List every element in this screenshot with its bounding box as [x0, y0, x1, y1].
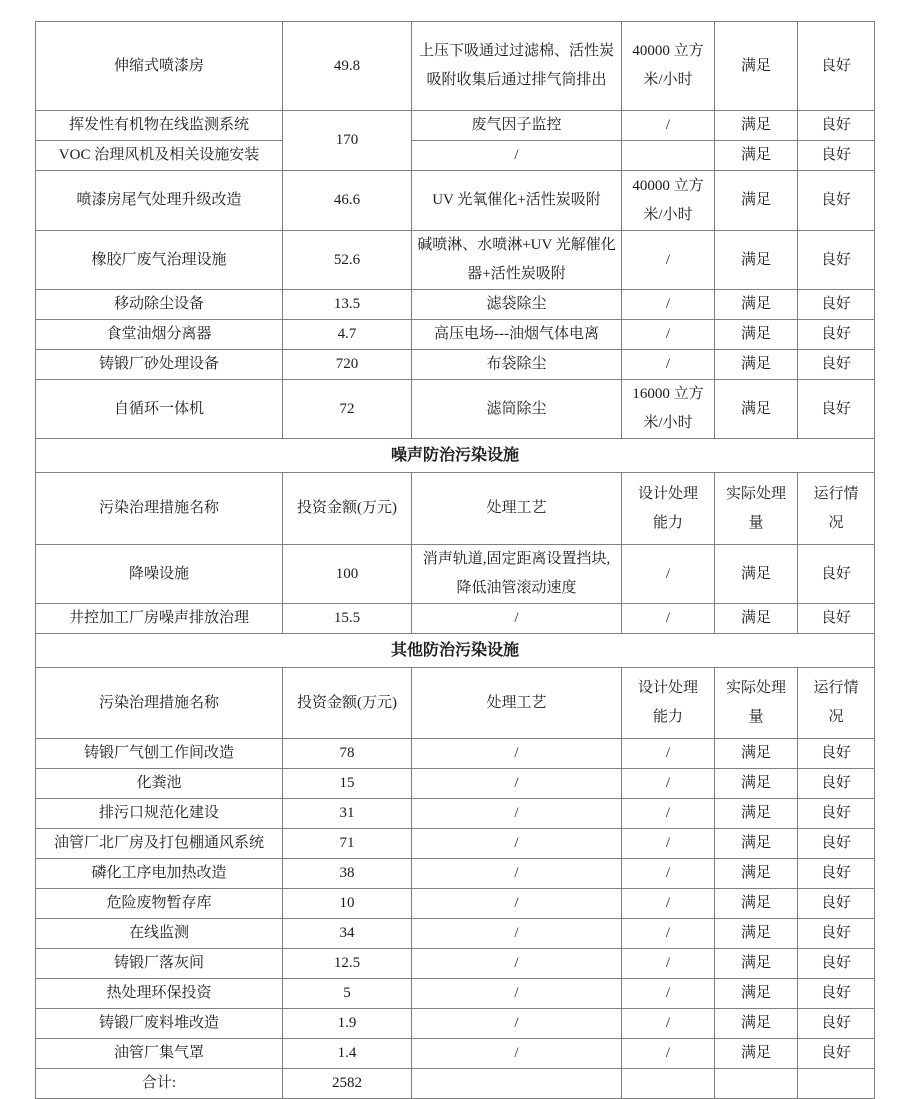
cell-amount: 31 [283, 799, 412, 829]
cell-name: 降噪设施 [36, 545, 283, 604]
cell-process: / [412, 949, 622, 979]
cell-process: 高压电场---油烟气体电离 [412, 320, 622, 350]
table-row [36, 919, 875, 949]
section-title-other: 其他防治污染设施 [36, 634, 875, 668]
cell-name: 橡胶厂废气治理设施 [36, 231, 283, 290]
cell-actual: 满足 [715, 545, 798, 604]
cell-status: 良好 [798, 545, 875, 604]
cell-process: / [412, 1009, 622, 1039]
table-row [36, 889, 875, 919]
cell-capacity: / [622, 290, 715, 320]
cell-process: 上压下吸通过过滤棉、活性炭吸附收集后通过排气筒排出 [412, 22, 622, 111]
cell-process: 碱喷淋、水喷淋+UV 光解催化器+活性炭吸附 [412, 231, 622, 290]
cell-status: 良好 [798, 350, 875, 380]
cell-status: 良好 [798, 769, 875, 799]
table-row [36, 1039, 875, 1069]
total-amount: 2582 [283, 1069, 412, 1099]
col-header-process: 处理工艺 [412, 668, 622, 739]
cell-name: 在线监测 [36, 919, 283, 949]
cell-status: 良好 [798, 1009, 875, 1039]
cell-actual: 满足 [715, 141, 798, 171]
cell-amount-merged: 170 [283, 111, 412, 171]
cell-actual: 满足 [715, 769, 798, 799]
table-row [36, 350, 875, 380]
col-header-actual: 实际处理量 [715, 668, 798, 739]
cell-name: 危险废物暂存库 [36, 889, 283, 919]
cell-amount: 15.5 [283, 604, 412, 634]
col-header-status: 运行情况 [798, 668, 875, 739]
cell-process: / [412, 889, 622, 919]
cell-actual: 满足 [715, 979, 798, 1009]
cell-amount: 13.5 [283, 290, 412, 320]
cell-amount: 49.8 [283, 22, 412, 111]
cell-actual [715, 1069, 798, 1099]
cell-capacity: / [622, 769, 715, 799]
cell-actual: 满足 [715, 350, 798, 380]
cell-status: 良好 [798, 919, 875, 949]
cell-status: 良好 [798, 290, 875, 320]
cell-name: 油管厂北厂房及打包棚通风系统 [36, 829, 283, 859]
cell-capacity: 40000 立方米/小时 [622, 171, 715, 231]
cell-capacity: / [622, 889, 715, 919]
table-row [36, 141, 875, 171]
cell-status: 良好 [798, 231, 875, 290]
cell-capacity: / [622, 919, 715, 949]
cell-actual: 满足 [715, 231, 798, 290]
total-row [36, 1069, 875, 1099]
col-header-amount: 投资金额(万元) [283, 668, 412, 739]
cell-status: 良好 [798, 604, 875, 634]
table-row [36, 829, 875, 859]
cell-capacity: / [622, 859, 715, 889]
cell-name: 油管厂集气罩 [36, 1039, 283, 1069]
cell-capacity: / [622, 350, 715, 380]
cell-name: 铸锻厂气刨工作间改造 [36, 739, 283, 769]
col-header-process: 处理工艺 [412, 473, 622, 545]
table-row [36, 739, 875, 769]
table-row [36, 799, 875, 829]
cell-actual: 满足 [715, 799, 798, 829]
col-header-name: 污染治理措施名称 [36, 668, 283, 739]
table-row [36, 380, 875, 439]
cell-capacity: / [622, 231, 715, 290]
cell-process: / [412, 739, 622, 769]
cell-process: 滤筒除尘 [412, 380, 622, 439]
cell-status: 良好 [798, 949, 875, 979]
cell-capacity [622, 1069, 715, 1099]
table-row [36, 22, 875, 111]
cell-process: / [412, 919, 622, 949]
cell-amount: 71 [283, 829, 412, 859]
cell-capacity: / [622, 1039, 715, 1069]
cell-process: / [412, 799, 622, 829]
cell-status: 良好 [798, 1039, 875, 1069]
cell-process: 布袋除尘 [412, 350, 622, 380]
cell-capacity: / [622, 604, 715, 634]
cell-amount: 100 [283, 545, 412, 604]
table-row [36, 859, 875, 889]
cell-capacity: / [622, 739, 715, 769]
col-header-actual: 实际处理量 [715, 473, 798, 545]
cell-capacity: / [622, 1009, 715, 1039]
table-row [36, 545, 875, 604]
cell-amount: 46.6 [283, 171, 412, 231]
cell-capacity: / [622, 979, 715, 1009]
cell-process: 消声轨道,固定距离设置挡块,降低油管滚动速度 [412, 545, 622, 604]
cell-capacity: / [622, 320, 715, 350]
cell-status: 良好 [798, 889, 875, 919]
cell-process: / [412, 859, 622, 889]
cell-amount: 5 [283, 979, 412, 1009]
cell-capacity: / [622, 111, 715, 141]
cell-name: 磷化工序电加热改造 [36, 859, 283, 889]
cell-actual: 满足 [715, 859, 798, 889]
cell-actual: 满足 [715, 739, 798, 769]
header-row [36, 668, 875, 739]
table-row [36, 979, 875, 1009]
col-header-amount: 投资金额(万元) [283, 473, 412, 545]
cell-capacity: / [622, 949, 715, 979]
cell-capacity: / [622, 829, 715, 859]
table-row [36, 290, 875, 320]
cell-name: 排污口规范化建设 [36, 799, 283, 829]
cell-process [412, 1069, 622, 1099]
cell-status: 良好 [798, 859, 875, 889]
cell-amount: 78 [283, 739, 412, 769]
cell-actual: 满足 [715, 889, 798, 919]
cell-amount: 1.4 [283, 1039, 412, 1069]
cell-amount: 72 [283, 380, 412, 439]
cell-capacity: / [622, 545, 715, 604]
cell-name: 自循环一体机 [36, 380, 283, 439]
cell-process: / [412, 604, 622, 634]
table-row [36, 111, 875, 141]
cell-process: / [412, 1039, 622, 1069]
cell-name: 移动除尘设备 [36, 290, 283, 320]
pollution-facilities-table [35, 21, 875, 1099]
section-title-noise: 噪声防治污染设施 [36, 439, 875, 473]
cell-actual: 满足 [715, 919, 798, 949]
table-row [36, 1009, 875, 1039]
cell-name: VOC 治理风机及相关设施安装 [36, 141, 283, 171]
cell-amount: 52.6 [283, 231, 412, 290]
cell-amount: 15 [283, 769, 412, 799]
cell-actual: 满足 [715, 949, 798, 979]
cell-status: 良好 [798, 22, 875, 111]
cell-status: 良好 [798, 829, 875, 859]
cell-actual: 满足 [715, 320, 798, 350]
cell-capacity: 16000 立方米/小时 [622, 380, 715, 439]
col-header-capacity: 设计处理能力 [622, 473, 715, 545]
total-label: 合计: [36, 1069, 283, 1099]
cell-name: 伸缩式喷漆房 [36, 22, 283, 111]
cell-process: UV 光氧催化+活性炭吸附 [412, 171, 622, 231]
col-header-capacity: 设计处理能力 [622, 668, 715, 739]
section-title-row [36, 634, 875, 668]
table-row [36, 769, 875, 799]
col-header-status: 运行情况 [798, 473, 875, 545]
cell-status [798, 1069, 875, 1099]
cell-amount: 720 [283, 350, 412, 380]
cell-actual: 满足 [715, 111, 798, 141]
cell-capacity: / [622, 799, 715, 829]
cell-status: 良好 [798, 380, 875, 439]
cell-status: 良好 [798, 739, 875, 769]
cell-process: / [412, 769, 622, 799]
table-row [36, 949, 875, 979]
cell-amount: 38 [283, 859, 412, 889]
cell-process: 废气因子监控 [412, 111, 622, 141]
cell-status: 良好 [798, 320, 875, 350]
cell-actual: 满足 [715, 290, 798, 320]
cell-actual: 满足 [715, 22, 798, 111]
cell-name: 食堂油烟分离器 [36, 320, 283, 350]
cell-process: / [412, 829, 622, 859]
col-header-name: 污染治理措施名称 [36, 473, 283, 545]
cell-amount: 34 [283, 919, 412, 949]
cell-status: 良好 [798, 171, 875, 231]
cell-status: 良好 [798, 799, 875, 829]
cell-actual: 满足 [715, 829, 798, 859]
cell-status: 良好 [798, 141, 875, 171]
cell-name: 井控加工厂房噪声排放治理 [36, 604, 283, 634]
cell-capacity: 40000 立方米/小时 [622, 22, 715, 111]
cell-actual: 满足 [715, 604, 798, 634]
cell-name: 挥发性有机物在线监测系统 [36, 111, 283, 141]
cell-amount: 1.9 [283, 1009, 412, 1039]
header-row [36, 473, 875, 545]
cell-name: 铸锻厂废料堆改造 [36, 1009, 283, 1039]
cell-name: 化粪池 [36, 769, 283, 799]
table-row [36, 171, 875, 231]
cell-process: 滤袋除尘 [412, 290, 622, 320]
cell-amount: 4.7 [283, 320, 412, 350]
cell-amount: 10 [283, 889, 412, 919]
cell-status: 良好 [798, 111, 875, 141]
cell-capacity [622, 141, 715, 171]
table-row [36, 604, 875, 634]
cell-actual: 满足 [715, 380, 798, 439]
cell-actual: 满足 [715, 171, 798, 231]
cell-amount: 12.5 [283, 949, 412, 979]
cell-process: / [412, 141, 622, 171]
cell-actual: 满足 [715, 1039, 798, 1069]
cell-name: 喷漆房尾气处理升级改造 [36, 171, 283, 231]
section-title-row [36, 439, 875, 473]
table-row [36, 231, 875, 290]
cell-status: 良好 [798, 979, 875, 1009]
cell-actual: 满足 [715, 1009, 798, 1039]
cell-name: 铸锻厂砂处理设备 [36, 350, 283, 380]
cell-name: 热处理环保投资 [36, 979, 283, 1009]
cell-name: 铸锻厂落灰间 [36, 949, 283, 979]
cell-process: / [412, 979, 622, 1009]
table-row [36, 320, 875, 350]
